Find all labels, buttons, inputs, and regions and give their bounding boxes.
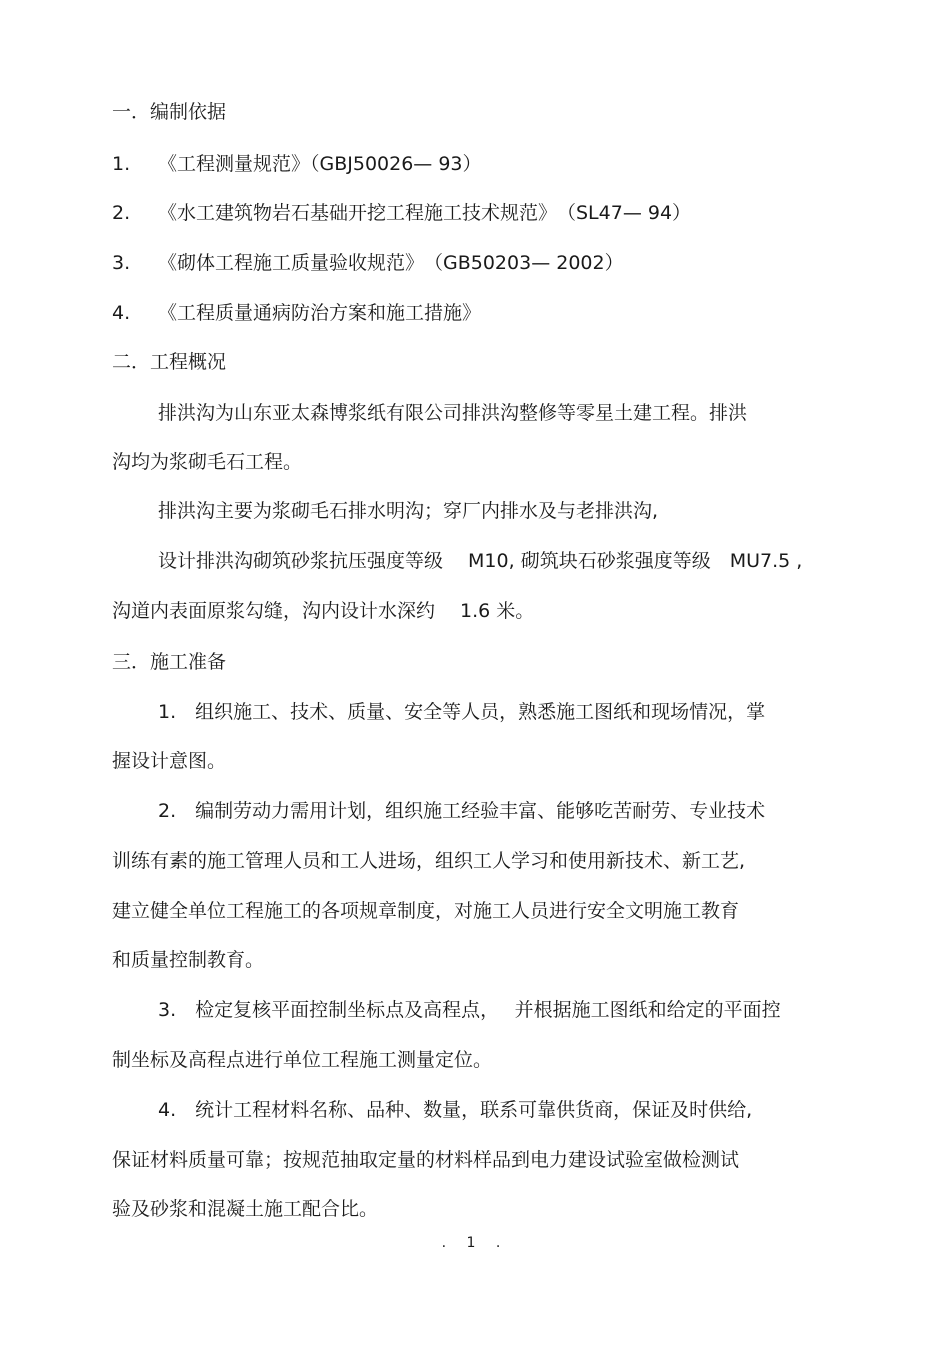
basis-item-number: 2. <box>112 202 131 224</box>
paragraph-line: 3. 检定复核平面控制坐标点及高程点， 并根据施工图纸和给定的平面控 <box>158 999 781 1021</box>
paragraph-line: 排洪沟为山东亚太森博浆纸有限公司排洪沟整修等零星土建工程。排洪 <box>158 402 748 424</box>
page-number: . 1 . <box>441 1235 509 1251</box>
basis-item-text: 《砌体工程施工质量验收规范》 （GB50203— 2002） <box>158 252 624 274</box>
paragraph-line: 和质量控制教育。 <box>112 949 265 971</box>
basis-item-text: 《工程测量规范》（GBJ50026— 93） <box>158 153 482 175</box>
paragraph-line: 2. 编制劳动力需用计划，组织施工经验丰富、能够吃苦耐劳、专业技术 <box>158 800 766 822</box>
paragraph-line: 设计排洪沟砌筑砂浆抗压强度等级 M10, 砌筑块石砂浆强度等级 MU7.5 , <box>158 550 803 572</box>
basis-item-number: 4. <box>112 302 131 324</box>
section-heading-basis: 一．编制依据 <box>112 101 227 123</box>
basis-item-number: 1. <box>112 153 131 175</box>
paragraph-line: 握设计意图。 <box>112 750 227 772</box>
paragraph-line: 排洪沟主要为浆砌毛石排水明沟；穿厂内排水及与老排洪沟, <box>158 500 659 522</box>
basis-item-text: 《水工建筑物岩石基础开挖工程施工技术规范》 （SL47— 94） <box>158 202 692 224</box>
paragraph-line: 制坐标及高程点进行单位工程施工测量定位。 <box>112 1049 493 1071</box>
paragraph-line: 沟道内表面原浆勾缝，沟内设计水深约 1.6 米。 <box>112 600 535 622</box>
basis-item-number: 3. <box>112 252 131 274</box>
paragraph-line: 建立健全单位工程施工的各项规章制度，对施工人员进行安全文明施工教育 <box>112 900 740 922</box>
section-heading-overview: 二．工程概况 <box>112 351 227 373</box>
section-heading-prep: 三．施工准备 <box>112 651 227 673</box>
paragraph-line: 1. 组织施工、技术、质量、安全等人员，熟悉施工图纸和现场情况，掌 <box>158 701 766 723</box>
paragraph-line: 4. 统计工程材料名称、品种、数量，联系可靠供货商，保证及时供给, <box>158 1099 753 1121</box>
paragraph-line: 训练有素的施工管理人员和工人进场，组织工人学习和使用新技术、新工艺, <box>112 850 746 872</box>
basis-item-text: 《工程质量通病防治方案和施工措施》 <box>158 302 482 324</box>
paragraph-line: 验及砂浆和混凝土施工配合比。 <box>112 1198 379 1220</box>
paragraph-line: 保证材料质量可靠；按规范抽取定量的材料样品到电力建设试验室做检测试 <box>112 1149 740 1171</box>
paragraph-line: 沟均为浆砌毛石工程。 <box>112 451 303 473</box>
